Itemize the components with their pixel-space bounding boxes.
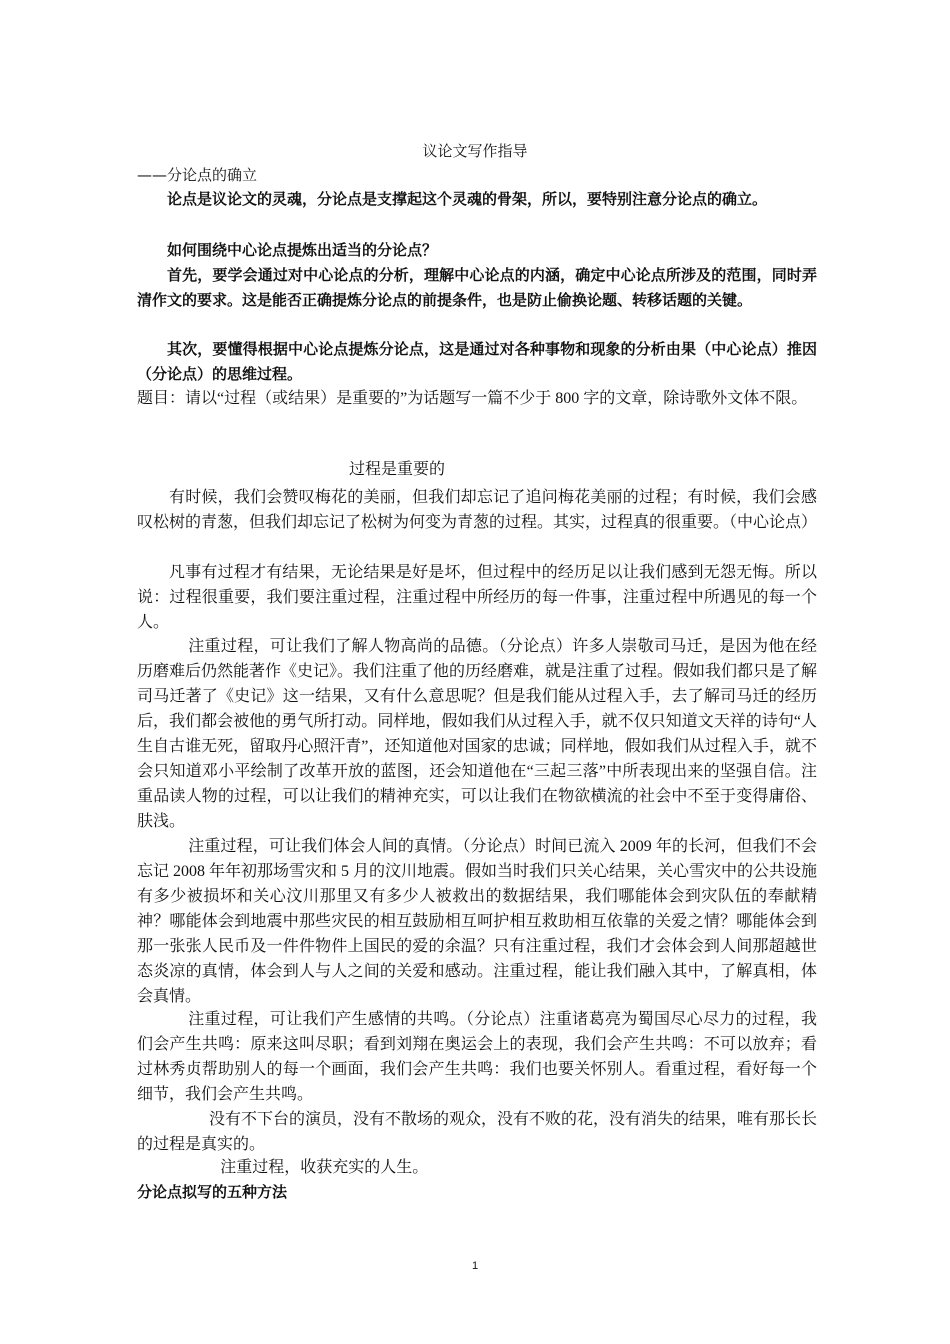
essay-paragraph: 凡事有过程才有结果，无论结果是好是坏，但过程中的经历足以让我们感到无怨无悔。所以说：过程很重要，我们要注重过程，注重过程中所经历的每一件事，注重过程中所遇见的每一个人。 <box>137 564 817 631</box>
essay-paragraph: 没有不下台的演员，没有不散场的观众，没有不败的花，没有消失的结果，唯有那长长的过程是真实的。 <box>137 1111 818 1153</box>
document-title: 议论文写作指导 <box>422 142 528 160</box>
essay-prompt: 题目：请以“过程（或结果）是重要的”为话题写一篇不少于 800 字的文章，除诗歌外文体不限。 <box>137 390 808 407</box>
essay-paragraph: 注重过程，收获充实的人生。 <box>220 1159 429 1176</box>
essay-paragraph: 注重过程，可让我们体会人间的真情。（分论点）时间已流入 2009 年的长河，但我们不会忘记 2008 年年初那场雪灾和 5 月的汶川地震。假如当时我们只关心结果，关心雪灾中的公共设施有多少被损坏和关心汶川那里又有多少人被救出的数据结果，我们哪能体会到灾队伍的奉献精神？哪能体会到地震中那些灾民的相互鼓励相互呵护相互救助相互依靠的关爱之情？哪能体会到那一张张人民币及一件件物件上国民的爱的余温？只有注重过程，我们才会体会到人间那超越世态炎凉的真情，体会到人与人之间的关爱和感动。注重过程，能让我们融入其中，了解真相，体会真情。 <box>137 838 818 1005</box>
intro-paragraph: 如何围绕中心论点提炼出适当的分论点？ <box>167 241 438 259</box>
essay-paragraph: 注重过程，可让我们产生感情的共鸣。（分论点）注重诸葛亮为蜀国尽心尽力的过程，我们会产生共鸣：原来这叫尽职；看到刘翔在奥运会上的表现，我们会产生共鸣：不可以放弃；看过林秀贞帮助别人的每一个画面，我们会产生共鸣：我们也要关怀别人。看重过程，看好每一个细节，我们会产生共鸣。 <box>137 1011 817 1103</box>
intro-paragraph: 其次，要懂得根据中心论点提炼分论点，这是通过对各种事物和现象的分析由果（中心论点）推因（分论点）的思维过程。 <box>137 340 817 383</box>
page-number: 1 <box>471 1260 479 1272</box>
essay-title: 过程是重要的 <box>349 461 446 478</box>
document-subtitle: ——分论点的确立 <box>137 166 258 184</box>
intro-paragraph: 首先，要学会通过对中心论点的分析，理解中心论点的内涵，确定中心论点所涉及的范围，同时弄清作文的要求。这是能否正确提炼分论点的前提条件，也是防止偷换论题、转移话题的关键。 <box>137 266 817 309</box>
section-heading: 分论点拟写的五种方法 <box>137 1183 288 1201</box>
intro-paragraph: 论点是议论文的灵魂，分论点是支撑起这个灵魂的骨架，所以，要特别注意分论点的确立。 <box>167 190 768 208</box>
essay-paragraph: 有时候，我们会赞叹梅花的美丽，但我们却忘记了追问梅花美丽的过程；有时候，我们会感叹松树的青葱，但我们却忘记了松树为何变为青葱的过程。其实，过程真的很重要。（中心论点） <box>137 489 818 531</box>
essay-paragraph: 注重过程，可让我们了解人物高尚的品德。（分论点）许多人崇敬司马迁，是因为他在经历磨难后仍然能著作《史记》。我们注重了他的历经磨难，就是注重了过程。假如我们都只是了解司马迁著了《史记》这一结果，又有什么意思呢？但是我们能从过程入手，去了解司马迁的经历后，我们都会被他的勇气所打动。同样地，假如我们从过程入手，就不仅只知道文天祥的诗句“人生自古谁无死，留取丹心照汗青”，还知道他对国家的忠诚；同样地，假如我们从过程入手，就不会只知道邓小平绘制了改革开放的蓝图，还会知道他在“三起三落”中所表现出来的坚强自信。注重品读人物的过程，可以让我们的精神充实，可以让我们在物欲横流的社会中不至于变得庸俗、肤浅。 <box>137 638 818 830</box>
